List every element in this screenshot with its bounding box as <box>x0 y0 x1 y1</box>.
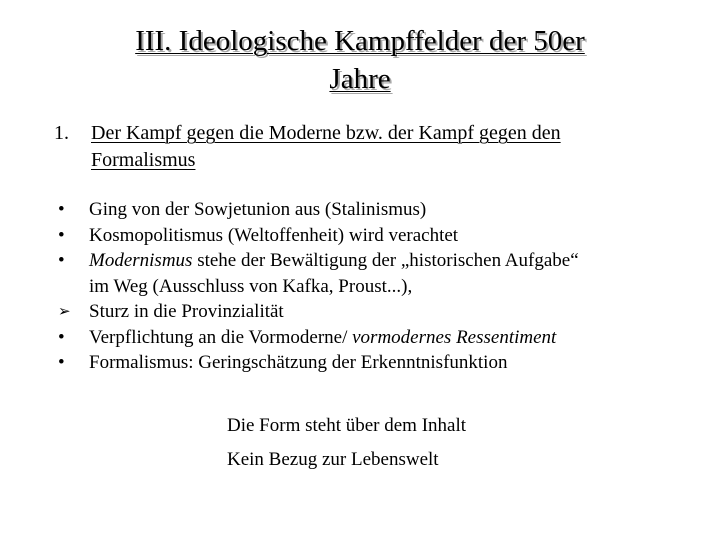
list-item-italic-text: vormodernes Ressentiment <box>352 326 557 348</box>
list-item <box>58 248 698 299</box>
bullet-list <box>58 197 698 376</box>
indented-line: Die Form steht über dem Inhalt <box>227 415 467 436</box>
slide-title-line-2: Jahre <box>329 63 391 95</box>
numbered-heading-number: 1. <box>54 122 69 144</box>
numbered-heading <box>54 120 674 174</box>
numbered-heading-line-1: Der Kampf gegen die Moderne bzw. der Kampf gegen den <box>91 122 561 144</box>
list-item <box>58 325 698 351</box>
slide-title-line-1: III. Ideologische Kampffelder der 50er <box>135 25 585 57</box>
list-item-text: stehe der Bewältigung der „historischen Aufgabe“ <box>192 250 579 271</box>
bullet-icon: • <box>58 199 65 220</box>
list-item-text: Sturz in die Provinzialität <box>89 301 284 322</box>
list-item <box>58 223 698 249</box>
list-item-text: Kosmopolitismus (Weltoffenheit) wird verachtet <box>89 224 459 246</box>
indented-line: Kein Bezug zur Lebenswelt <box>227 449 439 470</box>
list-item-text: Verpflichtung an die Vormoderne/ <box>89 326 353 348</box>
slide-title <box>0 22 720 98</box>
bullet-icon: • <box>58 224 65 246</box>
arrow-bullet-icon: ➢ <box>58 302 71 320</box>
list-item <box>58 350 698 376</box>
list-item-italic-text: Modernismus <box>89 250 193 271</box>
list-item <box>58 299 698 325</box>
list-item-text-line-2: im Weg (Ausschluss von Kafka, Proust...), <box>89 275 413 297</box>
bullet-icon: • <box>58 326 65 348</box>
list-item <box>58 197 698 223</box>
numbered-heading-line-2: Formalismus <box>91 149 196 171</box>
bullet-icon: • <box>58 250 65 271</box>
list-item-text: Ging von der Sowjetunion aus (Stalinismus) <box>89 199 427 220</box>
list-item-text: Formalismus: Geringschätzung der Erkenntnisfunktion <box>89 352 508 373</box>
bullet-icon: • <box>58 352 65 373</box>
